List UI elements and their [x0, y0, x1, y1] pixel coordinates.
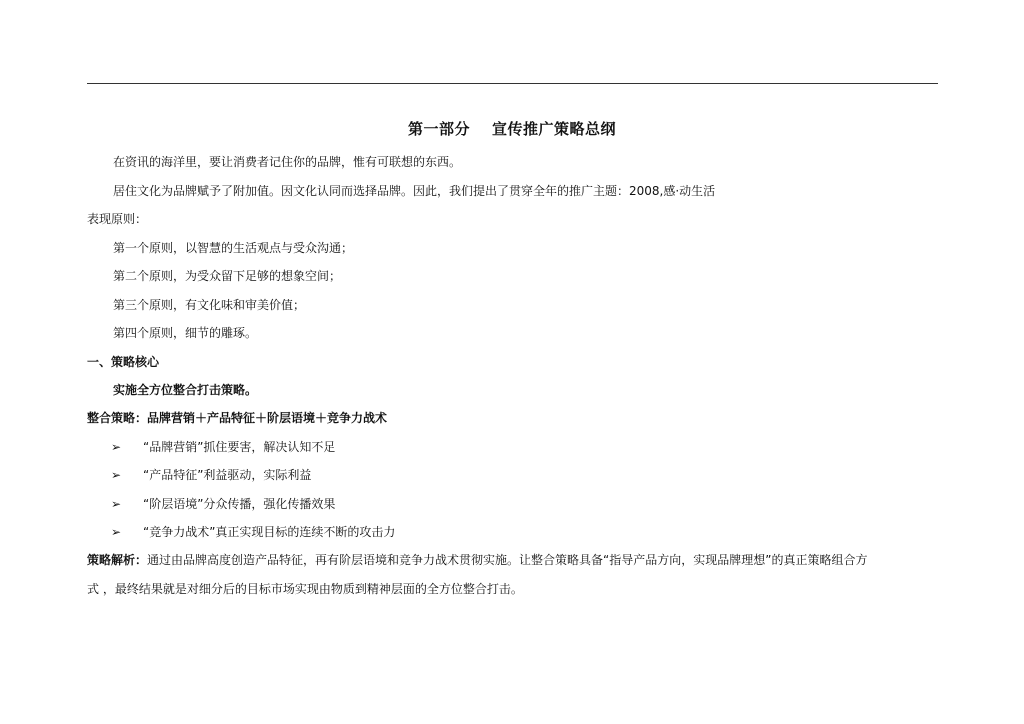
core-statement: 实施全方位整合打击策略。: [113, 383, 258, 397]
analysis-label: 策略解析：: [87, 553, 148, 567]
bullet-arrow-icon: ➢: [111, 525, 122, 539]
integration-label: 整合策略：: [87, 411, 148, 425]
principles-label: 表现原则：: [87, 212, 148, 226]
section-heading: 一、策略核心: [87, 355, 160, 369]
title-part: 第一部分: [407, 120, 470, 138]
analysis-text-1: 通过由品牌高度创造产品特征，再有阶层语境和竞争力战术贯彻实施。让整合策略具备“指导产品方向，实现品牌理想”的真正策略组合方: [147, 553, 868, 567]
principle-3: 第三个原则，有文化味和审美价值；: [113, 298, 306, 312]
bullet-arrow-icon: ➢: [111, 440, 122, 454]
intro-paragraph-1: 在资讯的海洋里，要让消费者记住你的品牌，惟有可联想的东西。: [113, 155, 462, 169]
analysis-line-1: [87, 551, 867, 569]
bullet-item-4: “竞争力战术”真正实现目标的连续不断的攻击力: [143, 525, 396, 539]
bullet-arrow-icon: ➢: [111, 468, 122, 482]
principle-1: 第一个原则，以智慧的生活观点与受众沟通；: [113, 241, 354, 255]
header-rule: [87, 83, 938, 84]
analysis-line-2: 式 ，最终结果就是对细分后的目标市场实现由物质到精神层面的全方位整合打击。: [87, 582, 523, 596]
principle-2: 第二个原则，为受众留下足够的想象空间；: [113, 269, 342, 283]
bullet-item-1: “品牌营销”抓住要害，解决认知不足: [143, 440, 336, 454]
integration-strategy: [87, 409, 387, 427]
page-title: [0, 119, 1024, 139]
bullet-item-3: “阶层语境”分众传播，强化传播效果: [143, 497, 336, 511]
principle-4: 第四个原则，细节的雕琢。: [113, 326, 258, 340]
bullet-item-2: “产品特征”利益驱动，实际利益: [143, 468, 312, 482]
title-main: 宣传推广策略总纲: [492, 120, 617, 138]
bullet-arrow-icon: ➢: [111, 497, 122, 511]
integration-formula: 品牌营销＋产品特征＋阶层语境＋竞争力战术: [147, 411, 388, 425]
intro-paragraph-2: 居住文化为品牌赋予了附加值。因文化认同而选择品牌。因此，我们提出了贯穿全年的推广主题：2008,感·动生活: [113, 184, 716, 198]
